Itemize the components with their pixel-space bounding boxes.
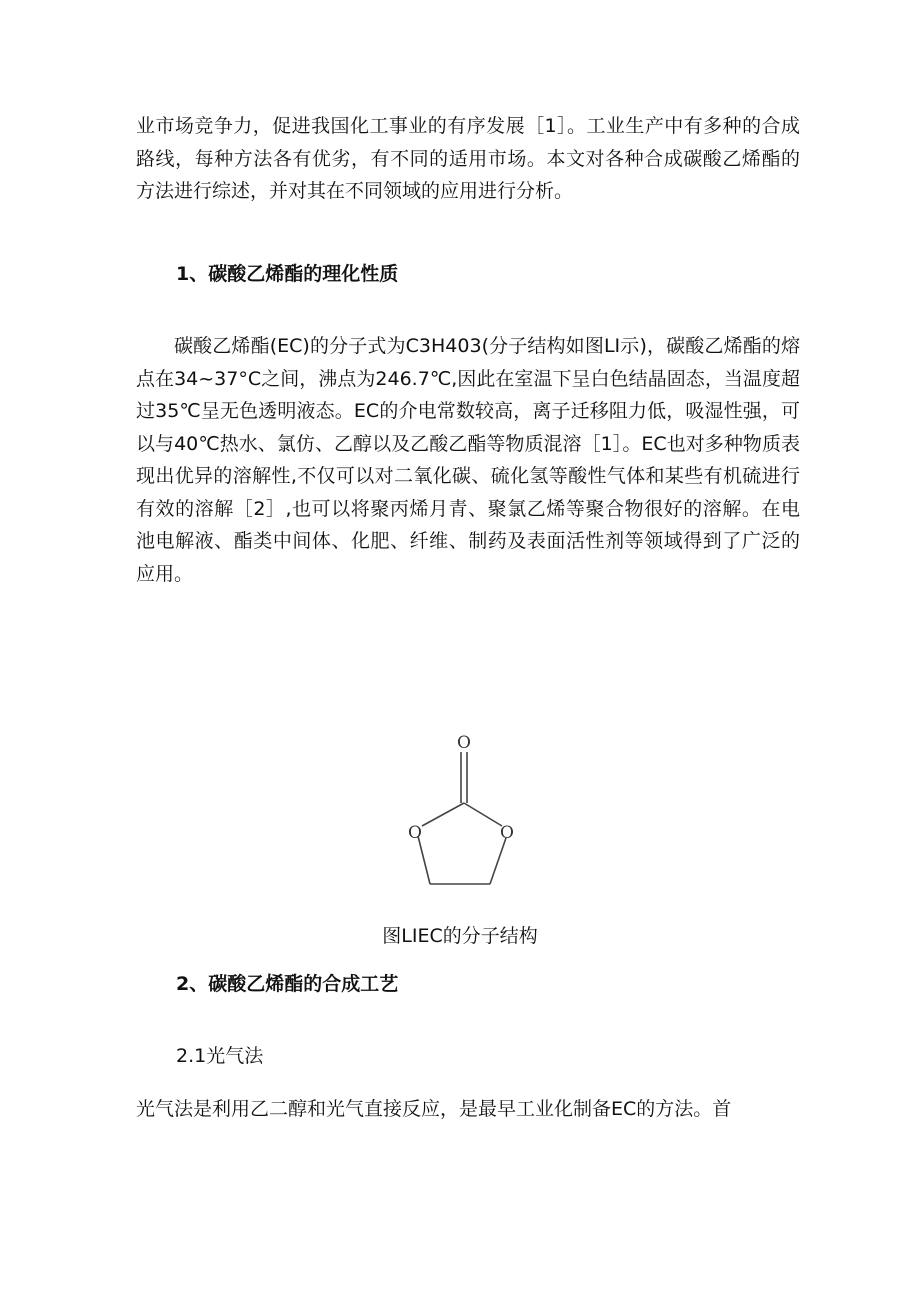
oxygen-atom-right: O [500, 823, 514, 843]
oxygen-atom-top: O [457, 733, 471, 753]
subsection-heading-2-1: 2.1光气法 [176, 1045, 264, 1067]
figure-caption: 图LIEC的分子结构 [382, 925, 538, 947]
paragraph-intro: 业市场竞争力，促进我国化工事业的有序发展［1］。工业生产中有多种的合成路线，每种方法各有优劣，有不同的适用市场。本文对各种合成碳酸乙烯酯的方法进行综述，并对其在不同领域的应用进行分析。 [136, 115, 800, 202]
ec-molecular-structure [400, 726, 530, 891]
oxygen-atom-left: O [408, 823, 422, 843]
section-heading-2: 2、碳酸乙烯酯的合成工艺 [176, 973, 399, 995]
section-heading-1: 1、碳酸乙烯酯的理化性质 [176, 263, 399, 285]
paragraph-properties: 碳酸乙烯酯(EC)的分子式为C3H403(分子结构如图LI示)，碳酸乙烯酯的熔点在34~37°C之间，沸点为246.7℃,因此在室温下呈白色结晶固态，当温度超过35℃呈无色透明液态。EC的介电常数较高，离子迁移阻力低，吸湿性强，可以与40℃热水、氯仿、乙醇以及乙酸乙酯等物质混溶［1］。EC也对多种物质表现出优异的溶解性,不仅可以对二氧化碳、硫化氢等酸性气体和某些有机硫进行有效的溶解［2］,也可以将聚丙烯月青、聚氯乙烯等聚合物很好的溶解。在电池电解液、酯类中间体、化肥、纤维、制药及表面活性剂等领域得到了广泛的应用。 [136, 335, 800, 585]
paragraph-phosgene: 光气法是利用乙二醇和光气直接反应，是最早工业化制备EC的方法。首 [136, 1098, 732, 1120]
